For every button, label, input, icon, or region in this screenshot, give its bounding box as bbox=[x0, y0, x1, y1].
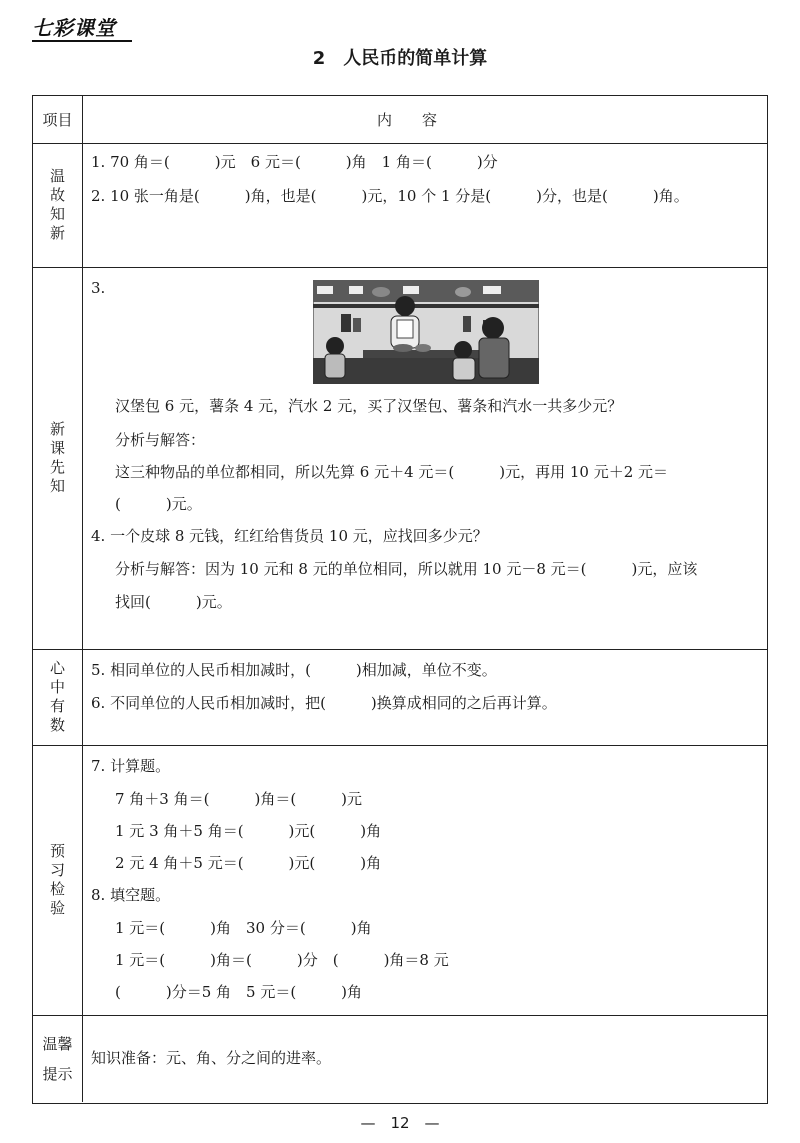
section-label-wenxin-top: 温馨 bbox=[42, 1035, 73, 1053]
header-col-item: 项目 bbox=[33, 96, 83, 143]
section-label-wengu: 温故知新 bbox=[33, 144, 83, 267]
question-line: 1 元＝( )角 30 分＝( )角 bbox=[115, 919, 372, 937]
section-label-wenxin bbox=[33, 1016, 83, 1102]
question-line: 4. 一个皮球 8 元钱，红红给售货员 10 元，应找回多少元？ bbox=[91, 527, 488, 545]
question-line: 7. 计算题。 bbox=[91, 757, 171, 775]
question-line: 1 元 3 角＋5 角＝( )元( )角 bbox=[115, 822, 382, 840]
section-content-wengu bbox=[91, 144, 753, 267]
question-line: ( )元。 bbox=[115, 495, 202, 513]
section-xinzhong bbox=[33, 650, 767, 746]
section-label-xinzhong: 心中有数 bbox=[33, 650, 83, 745]
question-line: 这三种物品的单位都相同，所以先算 6 元＋4 元＝( )元，再用 10 元＋2 元＝ bbox=[115, 463, 669, 481]
question-line: 分析与解答： bbox=[115, 431, 206, 449]
question-line: 2 元 4 角＋5 元＝( )元( )角 bbox=[115, 854, 382, 872]
question-line: 6. 不同单位的人民币相加减时，把( )换算成相同的之后再计算。 bbox=[91, 694, 557, 712]
section-label-yuxi: 预习检验 bbox=[33, 746, 83, 1015]
brand-text: 七彩课堂 bbox=[32, 16, 116, 40]
brand-underline bbox=[32, 40, 132, 42]
section-xinke bbox=[33, 268, 767, 650]
shop-counter-illustration bbox=[313, 280, 539, 384]
header-content-cell bbox=[91, 96, 753, 143]
question-line: 5. 相同单位的人民币相加减时，( )相加减，单位不变。 bbox=[91, 661, 497, 679]
question-line: 找回( )元。 bbox=[115, 593, 232, 611]
question-line: 8. 填空题。 bbox=[91, 886, 171, 904]
question-line: 1. 70 角＝( )元 6 元＝( )角 1 角＝( )分 bbox=[91, 153, 498, 171]
question-line: 分析与解答：因为 10 元和 8 元的单位相同，所以就用 10 元－8 元＝( )元，应该 bbox=[115, 560, 698, 578]
section-content-yuxi bbox=[91, 746, 753, 1015]
worksheet-table bbox=[32, 95, 768, 1104]
question-line: 汉堡包 6 元，薯条 4 元，汽水 2 元，买了汉堡包、薯条和汽水一共多少元？ bbox=[115, 397, 623, 415]
section-wenxin bbox=[33, 1016, 767, 1102]
page-number: — 12 — bbox=[360, 1114, 440, 1132]
section-wengu bbox=[33, 144, 767, 268]
page-title: 2 人民币的简单计算 bbox=[312, 48, 488, 69]
brand-logo bbox=[32, 12, 116, 42]
section-content-xinke bbox=[91, 268, 753, 649]
header-col-content: 内容 bbox=[376, 111, 467, 129]
table-header-row bbox=[33, 96, 767, 144]
question-line: 1 元＝( )角＝( )分 ( )角＝8 元 bbox=[115, 951, 449, 969]
section-label-xinke: 新课先知 bbox=[33, 268, 83, 649]
tip-line: 知识准备：元、角、分之间的进率。 bbox=[91, 1049, 332, 1067]
section-content-xinzhong bbox=[91, 650, 753, 745]
question-line: 2. 10 张一角是( )角，也是( )元，10 个 1 分是( )分，也是( )角。 bbox=[91, 187, 689, 205]
section-label-wenxin-bottom: 提示 bbox=[42, 1065, 73, 1083]
section-yuxi bbox=[33, 746, 767, 1016]
question-number: 3. bbox=[91, 279, 106, 297]
section-content-wenxin bbox=[91, 1016, 753, 1102]
question-line: 7 角＋3 角＝( )角＝( )元 bbox=[115, 790, 363, 808]
question-line: ( )分＝5 角 5 元＝( )角 bbox=[115, 983, 363, 1001]
